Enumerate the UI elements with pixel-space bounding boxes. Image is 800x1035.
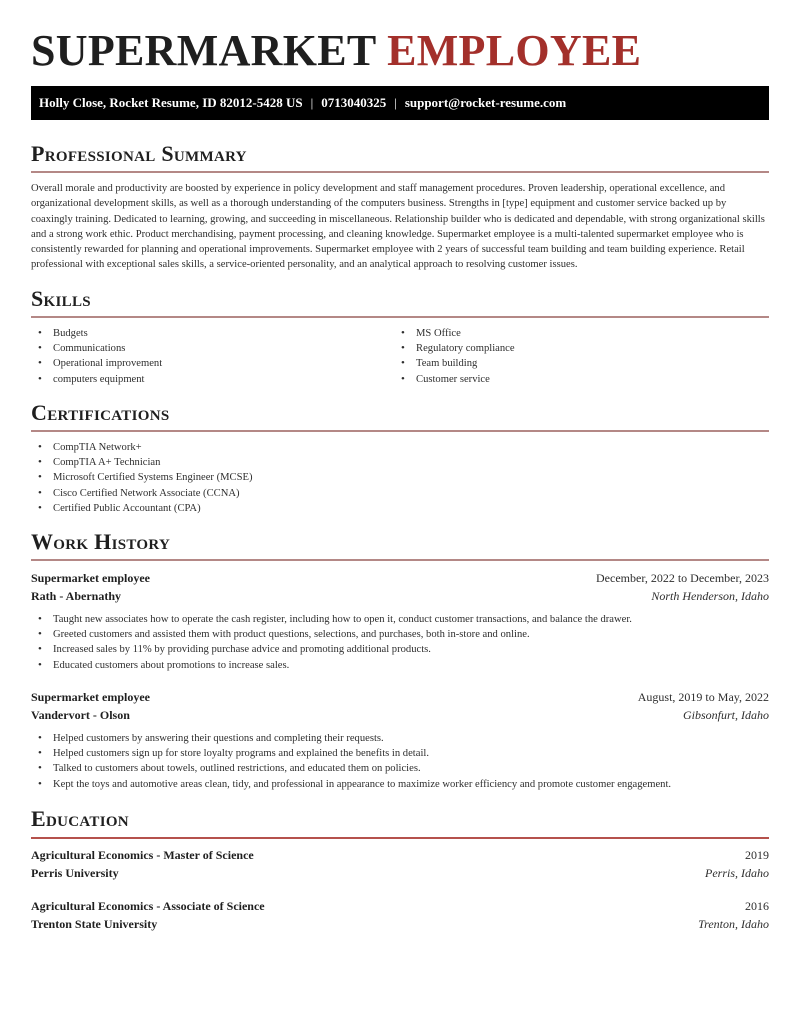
- job-bullet: • Kept the toys and automotive areas clean, tidy, and professional in appearance to maximize worker efficiency and promote customer engagement.: [31, 777, 671, 792]
- job-company-row: [31, 706, 769, 724]
- contact-separator: |: [394, 95, 397, 110]
- job-dates: August, 2019 to May, 2022: [637, 689, 769, 704]
- contact-separator: |: [310, 95, 314, 110]
- education-location: Perris, Idaho: [705, 865, 769, 880]
- job-company: Rath - Abernathy: [31, 588, 122, 603]
- certification-item: • Cisco Certified Network Associate (CCNA): [31, 486, 253, 501]
- skill-item: • Customer service: [394, 372, 515, 387]
- skill-item: • Team building: [394, 356, 515, 371]
- skill-item: • Budgets: [31, 326, 162, 341]
- education-school: Perris University: [31, 865, 119, 880]
- education-year: 2016: [745, 898, 769, 913]
- job-bullet: • Helped customers by answering their questions and completing their requests.: [31, 731, 671, 746]
- skill-item: • MS Office: [394, 326, 515, 341]
- skills-list-right: [394, 326, 515, 387]
- education-year: 2019: [745, 847, 769, 862]
- resume-title: [31, 26, 641, 76]
- job-location: North Henderson, Idaho: [651, 588, 769, 603]
- title-main: SUPERMARKET: [31, 26, 376, 75]
- skill-item: • Regulatory compliance: [394, 341, 515, 356]
- job-bullet: • Greeted customers and assisted them with product questions, selections, and purchases, both in-store and online.: [31, 627, 632, 642]
- certification-item: • CompTIA A+ Technician: [31, 455, 253, 470]
- job-bullet: • Educated customers about promotions to increase sales.: [31, 658, 632, 673]
- job-bullet: • Increased sales by 11% by providing purchase advice and promoting additional products.: [31, 642, 632, 657]
- section-heading-work-history: Work History: [31, 529, 171, 554]
- section-divider: [31, 316, 769, 318]
- section-divider: [31, 430, 769, 432]
- certification-item: • Microsoft Certified Systems Engineer (MCSE): [31, 470, 253, 485]
- job-company: Vandervort - Olson: [31, 707, 130, 722]
- skill-item: • Operational improvement: [31, 356, 162, 371]
- job-header-row: [31, 569, 769, 587]
- title-accent: EMPLOYEE: [387, 26, 642, 75]
- skill-item: • Communications: [31, 341, 162, 356]
- job-bullets: [31, 731, 671, 792]
- section-heading-summary: Professional Summary: [31, 141, 247, 166]
- education-degree: Agricultural Economics - Associate of Science: [31, 898, 265, 913]
- education-degree-row: [31, 897, 769, 915]
- contact-address: Holly Close, Rocket Resume, ID 82012-5428 US: [39, 95, 303, 110]
- certifications-list: [31, 440, 253, 516]
- job-bullet: • Talked to customers about towels, outlined restrictions, and educated them on policies.: [31, 761, 671, 776]
- section-divider: [31, 559, 769, 561]
- section-divider: [31, 837, 769, 839]
- summary-text: Overall morale and productivity are boosted by experience in policy development and staff management procedures. Proven leadership, operational excellence, and organizational development skills, as well as a thorough understanding of the computers business. Strengths in [type] equipment and customer service backed up by coaxingly training. Dedicated to learning, growing, and succeeding in miscellaneous. Relationship builder who is dedicated and dependable, with strong organizational skills and a strong work ethic. Product merchandising, payment processing, and cleaning knowledge. Supermarket employee is a multi-talented supermarket employee who is consistently rewarded for planning and operational improvements. Supermarket employee with 2 years of successful team building and team building experience. Retail professional with exceptional sales skills, a service-oriented personality, and an analytical approach to resolving customer issues.: [31, 183, 765, 271]
- certification-item: • Certified Public Accountant (CPA): [31, 501, 253, 516]
- contact-email[interactable]: support@rocket-resume.com: [404, 95, 567, 110]
- certification-item: • CompTIA Network+: [31, 440, 253, 455]
- section-heading-certifications: Certifications: [31, 400, 170, 425]
- contact-bar: [31, 86, 769, 120]
- job-header-row: [31, 688, 769, 706]
- job-title: Supermarket employee: [31, 570, 150, 585]
- section-divider: [31, 171, 769, 173]
- skill-item: • computers equipment: [31, 372, 162, 387]
- education-school-row: [31, 864, 769, 882]
- education-location: Trenton, Idaho: [698, 916, 769, 931]
- education-school: Trenton State University: [31, 916, 158, 931]
- section-heading-skills: Skills: [31, 286, 91, 311]
- section-heading-education: Education: [31, 806, 129, 831]
- job-bullet: • Taught new associates how to operate the cash register, including how to open it, conduct customer transactions, and balance the drawer.: [31, 612, 632, 627]
- education-school-row: [31, 915, 769, 933]
- job-dates: December, 2022 to December, 2023: [596, 570, 769, 585]
- job-bullet: • Helped customers sign up for store loyalty programs and explained the benefits in detail.: [31, 746, 671, 761]
- job-bullets: [31, 612, 632, 673]
- education-degree: Agricultural Economics - Master of Science: [31, 847, 254, 862]
- education-degree-row: [31, 846, 769, 864]
- job-location: Gibsonfurt, Idaho: [682, 707, 769, 722]
- job-company-row: [31, 587, 769, 605]
- job-title: Supermarket employee: [31, 689, 150, 704]
- contact-phone[interactable]: 0713040325: [321, 95, 387, 110]
- skills-list-left: [31, 326, 162, 387]
